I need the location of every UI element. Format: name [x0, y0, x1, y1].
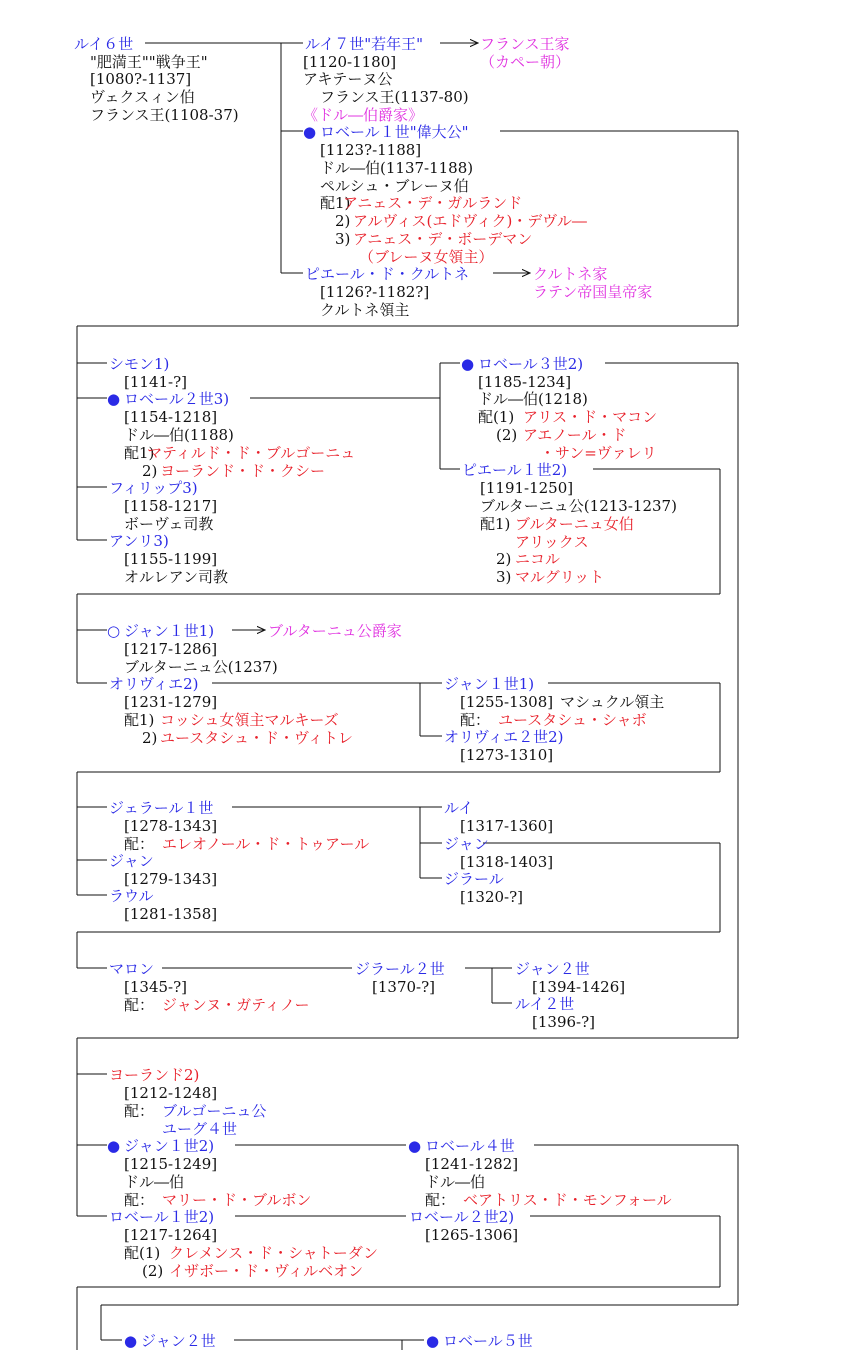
person-name-pierre-courtenay[interactable]: ピエール・ド・クルトネ — [305, 265, 470, 283]
title-louis7-2: フランス王(1137-80) — [320, 88, 469, 106]
person-name-philippe[interactable]: フィリップ3) — [109, 479, 198, 497]
jean2-dreux-filled-marker: ● — [124, 1332, 138, 1350]
spouse-olivier-2: ユースタシュ・ド・ヴィトレ — [160, 729, 354, 747]
person-name-simon[interactable]: シモン1) — [109, 355, 170, 373]
section-louis6 — [74, 35, 652, 319]
dates-robert4: [1241-1282] — [425, 1155, 519, 1173]
house-sub-capet: （カペー朝） — [480, 53, 571, 71]
section-pierre1-children — [107, 622, 664, 764]
spouse-pierre1-1: ブルターニュ女伯 — [515, 515, 634, 533]
spouse-robert1-1: アニェス・デ・ガルランド — [343, 194, 523, 212]
dates-gerard1: [1278-1343] — [124, 817, 218, 835]
spouse-num-robert1-3: 3) — [335, 230, 351, 248]
person-name-olivier2[interactable]: オリヴィエ２世2) — [444, 728, 564, 746]
person-name-jean2-1394[interactable]: ジャン２世 — [515, 960, 590, 978]
spouse-yolande-cont: ユーグ４世 — [162, 1120, 238, 1138]
dates-jean1-machecoul: [1255-1308] — [460, 693, 554, 711]
spouse-robert3-2: アエノール・ド — [523, 426, 627, 444]
spouse-num-robert3-1: 配(1) — [478, 408, 515, 426]
spouse-pierre1-3: マルグリット — [515, 568, 605, 586]
title-louis6-1: ヴェクスィン伯 — [90, 88, 195, 106]
person-name-olivier[interactable]: オリヴィエ2) — [109, 675, 199, 693]
spouse-num-robert1-2: 2) — [335, 212, 351, 230]
spouse-num-robert1-1: 配1) — [320, 194, 351, 212]
dates-simon: [1141-?] — [124, 373, 187, 391]
spouse-num-gerard1: 配： — [124, 835, 155, 853]
jean1-dreux-filled-marker: ● — [107, 1137, 121, 1155]
spouse-gerard1: エレオノール・ド・トゥアール — [162, 835, 370, 853]
robert3-filled-marker: ● — [461, 355, 475, 373]
person-name-jean2-dreux[interactable]: ジャン２世 — [141, 1332, 216, 1350]
person-name-maron[interactable]: マロン — [109, 960, 155, 978]
spouse-num-yolande: 配： — [124, 1102, 155, 1120]
spouse-num-jean1-machecoul: 配： — [460, 711, 491, 729]
nickname-louis6: "肥満王""戦争王" — [90, 53, 208, 71]
person-name-raoul[interactable]: ラウル — [109, 887, 154, 905]
person-name-jean-1279[interactable]: ジャン — [109, 852, 154, 870]
person-name-girard2[interactable]: ジラール２世 — [355, 960, 445, 978]
title-jean1-brittany: ブルターニュ公(1237) — [124, 658, 278, 676]
spouse-num-olivier-2: 2) — [142, 729, 158, 747]
title-henri: オルレアン司教 — [124, 568, 229, 586]
spouse-robert3-2-cont: ・サン=ヴァレリ — [540, 444, 657, 462]
dates-philippe: [1158-1217] — [124, 497, 218, 515]
spouse-num-pierre1-3: 3) — [496, 568, 512, 586]
title-pierre-courtenay: クルトネ領主 — [320, 301, 410, 319]
spouse-num-pierre1-1: 配1) — [480, 515, 511, 533]
dates-pierre1: [1191-1250] — [480, 479, 574, 497]
spouse-maron: ジャンヌ・ガティノー — [162, 996, 310, 1014]
person-name-louis2[interactable]: ルイ２世 — [515, 995, 575, 1013]
spouse-robert1-braine-1: クレメンス・ド・シャトーダン — [169, 1244, 378, 1262]
house-link-courtenay[interactable]: クルトネ家 — [533, 265, 608, 283]
dates-jean1-brittany: [1217-1286] — [124, 640, 218, 658]
title-robert3: ドル―伯(1218) — [478, 390, 588, 408]
spouse-num-robert3-2: (2) — [496, 426, 518, 444]
dates-robert1-braine: [1217-1264] — [124, 1226, 218, 1244]
dates-robert2-braine: [1265-1306] — [425, 1226, 519, 1244]
dates-jean1-dreux: [1215-1249] — [124, 1155, 218, 1173]
spouse-robert1-3: アニェス・デ・ボーデマン — [353, 230, 533, 248]
spouse-num-robert1-braine-2: (2) — [142, 1262, 164, 1280]
person-name-louis-1317[interactable]: ルイ — [444, 799, 474, 817]
spouse-robert3-1: アリス・ド・マコン — [523, 408, 658, 426]
spouse-num-maron: 配： — [124, 996, 155, 1014]
dates-louis7: [1120-1180] — [303, 53, 397, 71]
person-name-louis6[interactable]: ルイ６世 — [74, 35, 134, 53]
title-philippe: ボーヴェ司教 — [124, 515, 214, 533]
house-link-france[interactable]: フランス王家 — [480, 35, 570, 53]
spouse-num-olivier-1: 配1) — [124, 711, 155, 729]
spouse-num-jean1-dreux: 配： — [124, 1191, 155, 1209]
dates-robert3: [1185-1234] — [478, 373, 572, 391]
spouse-num-robert2-1: 配1) — [124, 444, 155, 462]
dates-maron: [1345-?] — [124, 978, 187, 996]
dates-robert1: [1123?-1188] — [320, 141, 422, 159]
spouse-robert1-braine-2: イザボー・ド・ヴィルベオン — [169, 1262, 364, 1280]
house-sub-latin-empire: ラテン帝国皇帝家 — [533, 283, 653, 301]
person-name-gerard1[interactable]: ジェラール１世 — [109, 799, 214, 817]
dates-pierre-courtenay: [1126?-1182?] — [320, 283, 430, 301]
dates-girard2: [1370-?] — [372, 978, 435, 996]
person-name-robert1-braine[interactable]: ロベール１世2) — [109, 1208, 215, 1226]
dates-robert2: [1154-1218] — [124, 408, 218, 426]
title-robert1-1: ドル―伯(1137-1188) — [320, 159, 474, 177]
person-name-robert2[interactable]: ロベール２世3) — [124, 390, 230, 408]
title-robert1-2: ペルシュ・ブレーヌ伯 — [320, 177, 469, 195]
spouse-robert4: ベアトリス・ド・モンフォール — [463, 1191, 672, 1209]
dates-louis2: [1396-?] — [532, 1013, 595, 1031]
title-jean1-machecoul: マシュクル領主 — [560, 693, 665, 711]
robert4-filled-marker: ● — [408, 1137, 422, 1155]
spouse-pierre1-2: ニコル — [515, 550, 561, 568]
spouse-pierre1-1-title: アリックス — [515, 533, 589, 551]
jean1-hollow-marker: ○ — [107, 622, 121, 640]
spouse-robert2-1: マティルド・ド・ブルゴーニュ — [147, 444, 356, 462]
spouse-robert1-2: アルヴィス(エドヴィク)・デヴル― — [353, 212, 587, 230]
spouse-robert1-3-title: （ブレーヌ女領主） — [359, 248, 494, 266]
dates-olivier2: [1273-1310] — [460, 746, 554, 764]
spouse-olivier-1: コッシュ女領主マルキーズ — [160, 711, 339, 729]
person-name-jean-1318[interactable]: ジャン — [444, 835, 489, 853]
person-name-robert3[interactable]: ロベール３世2) — [478, 355, 584, 373]
dates-louis-1317: [1317-1360] — [460, 817, 554, 835]
section-robert1-children — [107, 355, 677, 586]
dates-jean-1279: [1279-1343] — [124, 870, 218, 888]
dates-gerard-1320: [1320-?] — [460, 888, 523, 906]
section-robert3-children — [107, 1066, 672, 1280]
person-name-gerard-1320[interactable]: ジラール — [444, 870, 504, 888]
dates-jean2-1394: [1394-1426] — [532, 978, 626, 996]
person-name-yolande[interactable]: ヨーランド2) — [109, 1066, 200, 1084]
spouse-jean1-dreux: マリー・ド・ブルボン — [162, 1191, 312, 1209]
dates-henri: [1155-1199] — [124, 550, 218, 568]
title-robert4: ドル―伯 — [425, 1173, 486, 1191]
person-name-jean1-dreux[interactable]: ジャン１世2) — [124, 1137, 215, 1155]
person-name-louis7[interactable]: ルイ７世"若年王" — [305, 35, 424, 53]
spouse-num-pierre1-2: 2) — [496, 550, 512, 568]
title-pierre1: ブルターニュ公(1213-1237) — [480, 497, 677, 515]
dates-olivier: [1231-1279] — [124, 693, 218, 711]
dates-yolande: [1212-1248] — [124, 1084, 218, 1102]
spouse-yolande: ブルゴーニュ公 — [162, 1102, 267, 1120]
person-name-pierre1[interactable]: ピエール１世2) — [462, 461, 568, 479]
person-name-henri[interactable]: アンリ3) — [109, 532, 169, 550]
person-name-robert2-braine[interactable]: ロベール２世2) — [409, 1208, 515, 1226]
person-name-robert4[interactable]: ロベール４世 — [425, 1137, 515, 1155]
person-name-robert5[interactable]: ロベール５世 — [443, 1332, 533, 1350]
dates-raoul: [1281-1358] — [124, 905, 218, 923]
title-jean1-dreux: ドル―伯 — [124, 1173, 185, 1191]
section-jean-1318-line — [109, 960, 625, 1031]
spouse-num-robert2-2: 2) — [142, 462, 158, 480]
robert1-filled-marker: ● — [303, 123, 317, 141]
spouse-jean1-machecoul: ユースタシュ・シャボ — [498, 711, 647, 729]
title-louis6-2: フランス王(1108-37) — [90, 106, 239, 124]
section-robert4-children — [124, 1332, 533, 1350]
robert2-filled-marker: ● — [107, 390, 121, 408]
section-olivier2-children — [109, 799, 553, 923]
spouse-robert2-2: ヨーランド・ド・クシー — [160, 462, 326, 480]
spouse-num-robert1-braine-1: 配(1) — [124, 1244, 161, 1262]
person-name-robert1[interactable]: ロベール１世"偉大公" — [320, 123, 469, 141]
title-robert2: ドル―伯(1188) — [124, 426, 234, 444]
dates-jean-1318: [1318-1403] — [460, 853, 554, 871]
person-name-jean1-machecoul[interactable]: ジャン１世1) — [444, 675, 535, 693]
person-name-jean1-brittany[interactable]: ジャン１世1) — [124, 622, 215, 640]
title-louis7-1: アキテーヌ公 — [303, 70, 393, 88]
spouse-num-robert4: 配： — [425, 1191, 456, 1209]
dreux-house-header: 《ドル―伯爵家》 — [303, 106, 424, 124]
robert5-filled-marker: ● — [426, 1332, 440, 1350]
dates-louis6: [1080?-1137] — [90, 70, 192, 88]
house-link-brittany[interactable]: ブルターニュ公爵家 — [268, 622, 402, 640]
